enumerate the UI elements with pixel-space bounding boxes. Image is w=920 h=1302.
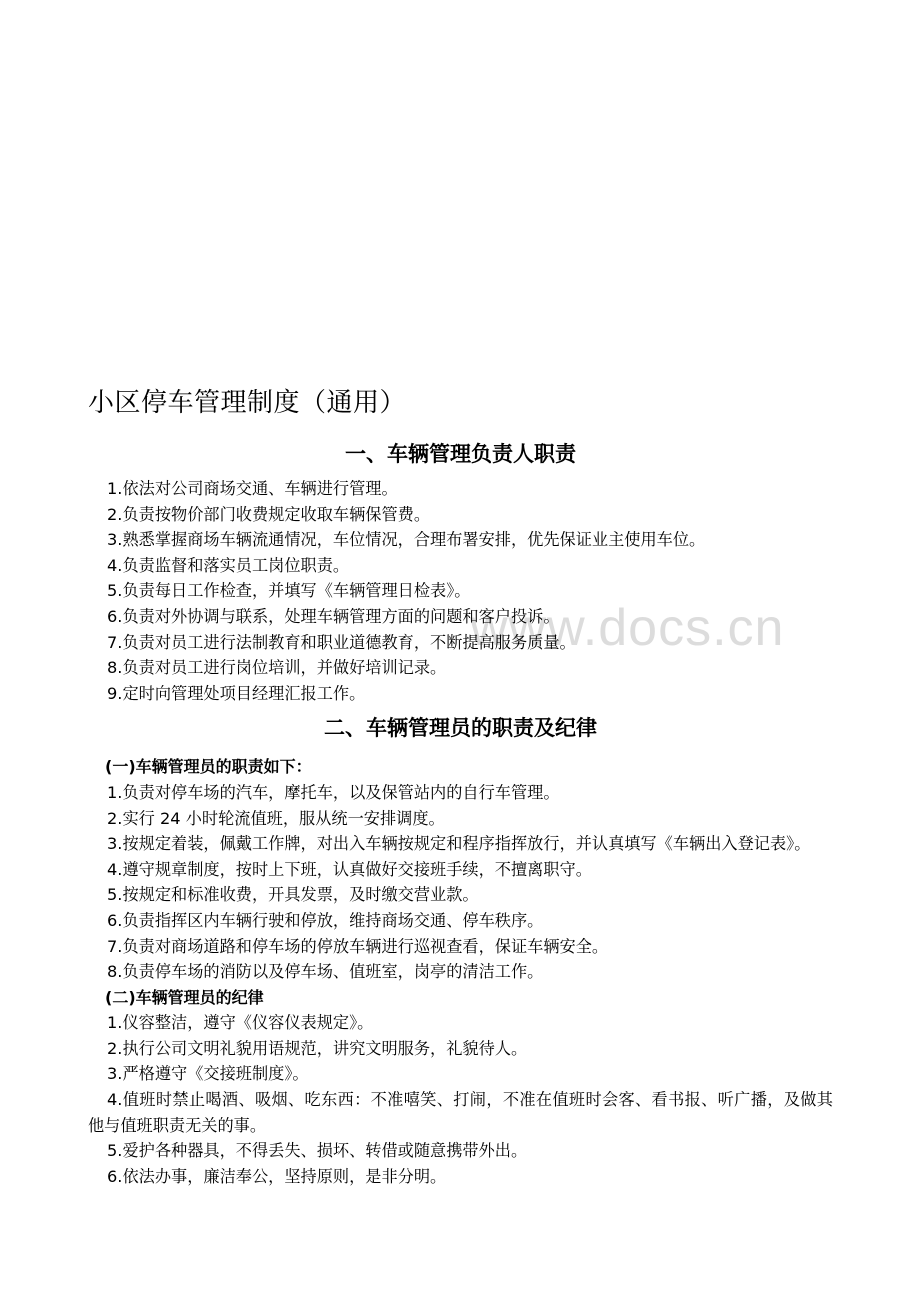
list-item: 3.按规定着装，佩戴工作牌，对出入车辆按规定和程序指挥放行，并认真填写《车辆出入登记表》。: [107, 834, 811, 854]
discipline-list: [88, 1010, 833, 1189]
subsection-heading-duties: (一)车辆管理员的职责如下：: [105, 757, 312, 777]
list-item: 9.定时向管理处项目经理汇报工作。: [107, 683, 366, 703]
list-item: 6.负责指挥区内车辆行驶和停放，维持商场交通、停车秩序。: [107, 910, 544, 930]
list-item: 7.负责对商场道路和停车场的停放车辆进行巡视查看，保证车辆安全。: [107, 936, 609, 956]
list-item: 1.仪容整洁，遵守《仪容仪表规定》。: [107, 1013, 374, 1033]
list-item: 8.负责对员工进行岗位培训，并做好培训记录。: [107, 658, 447, 678]
subsection-heading-discipline: (二)车辆管理员的纪律: [105, 987, 264, 1007]
duties-list: [88, 780, 833, 985]
list-item: 3.严格遵守《交接班制度》。: [107, 1064, 309, 1084]
section-heading-1: 一、车辆管理负责人职责: [345, 442, 576, 466]
watermark-text: www.docs.cn: [470, 599, 785, 657]
section-heading-2: 二、车辆管理员的职责及纪律: [324, 716, 597, 741]
list-item: 6.依法办事，廉洁奉公，坚持原则，是非分明。: [107, 1166, 447, 1186]
list-item: 4.值班时禁止喝酒、吸烟、吃东西：不准嘻笑、打闹，不准在值班时会客、看书报、听广播，及做其他与值班职责无关的事。: [88, 1090, 833, 1135]
list-item: 4.负责监督和落实员工岗位职责。: [107, 555, 350, 575]
list-item: 2.负责按物价部门收费规定收取车辆保管费。: [107, 504, 431, 524]
list-item: 8.负责停车场的消防以及停车场、值班室，岗亭的清洁工作。: [107, 962, 544, 982]
list-item: 6.负责对外协调与联系，处理车辆管理方面的问题和客户投诉。: [107, 606, 560, 626]
list-item: 3.熟悉掌握商场车辆流通情况，车位情况，合理布署安排，优先保证业主使用车位。: [107, 530, 706, 550]
document-title: 小区停车管理制度（通用）: [88, 388, 407, 418]
list-item: 1.负责对停车场的汽车，摩托车，以及保管站内的自行车管理。: [107, 782, 560, 802]
list-item: 7.负责对员工进行法制教育和职业道德教育，不断提高服务质量。: [107, 632, 576, 652]
list-item: 5.按规定和标准收费，开具发票，及时缴交营业款。: [107, 885, 479, 905]
list-item: 5.负责每日工作检查，并填写《车辆管理日检表》。: [107, 581, 471, 601]
list-item: 5.爱护各种器具，不得丢失、损坏、转借或随意携带外出。: [107, 1141, 528, 1161]
list-item: 2.实行 24 小时轮流值班，服从统一安排调度。: [107, 808, 445, 828]
list-item: 4.遵守规章制度，按时上下班，认真做好交接班手续，不擅离职守。: [107, 859, 592, 879]
section-1-list: [88, 476, 833, 706]
document-body: [88, 380, 833, 1189]
list-item: 2.执行公司文明礼貌用语规范，讲究文明服务，礼貌待人。: [107, 1038, 528, 1058]
list-item: 1.依法对公司商场交通、车辆进行管理。: [107, 479, 398, 498]
